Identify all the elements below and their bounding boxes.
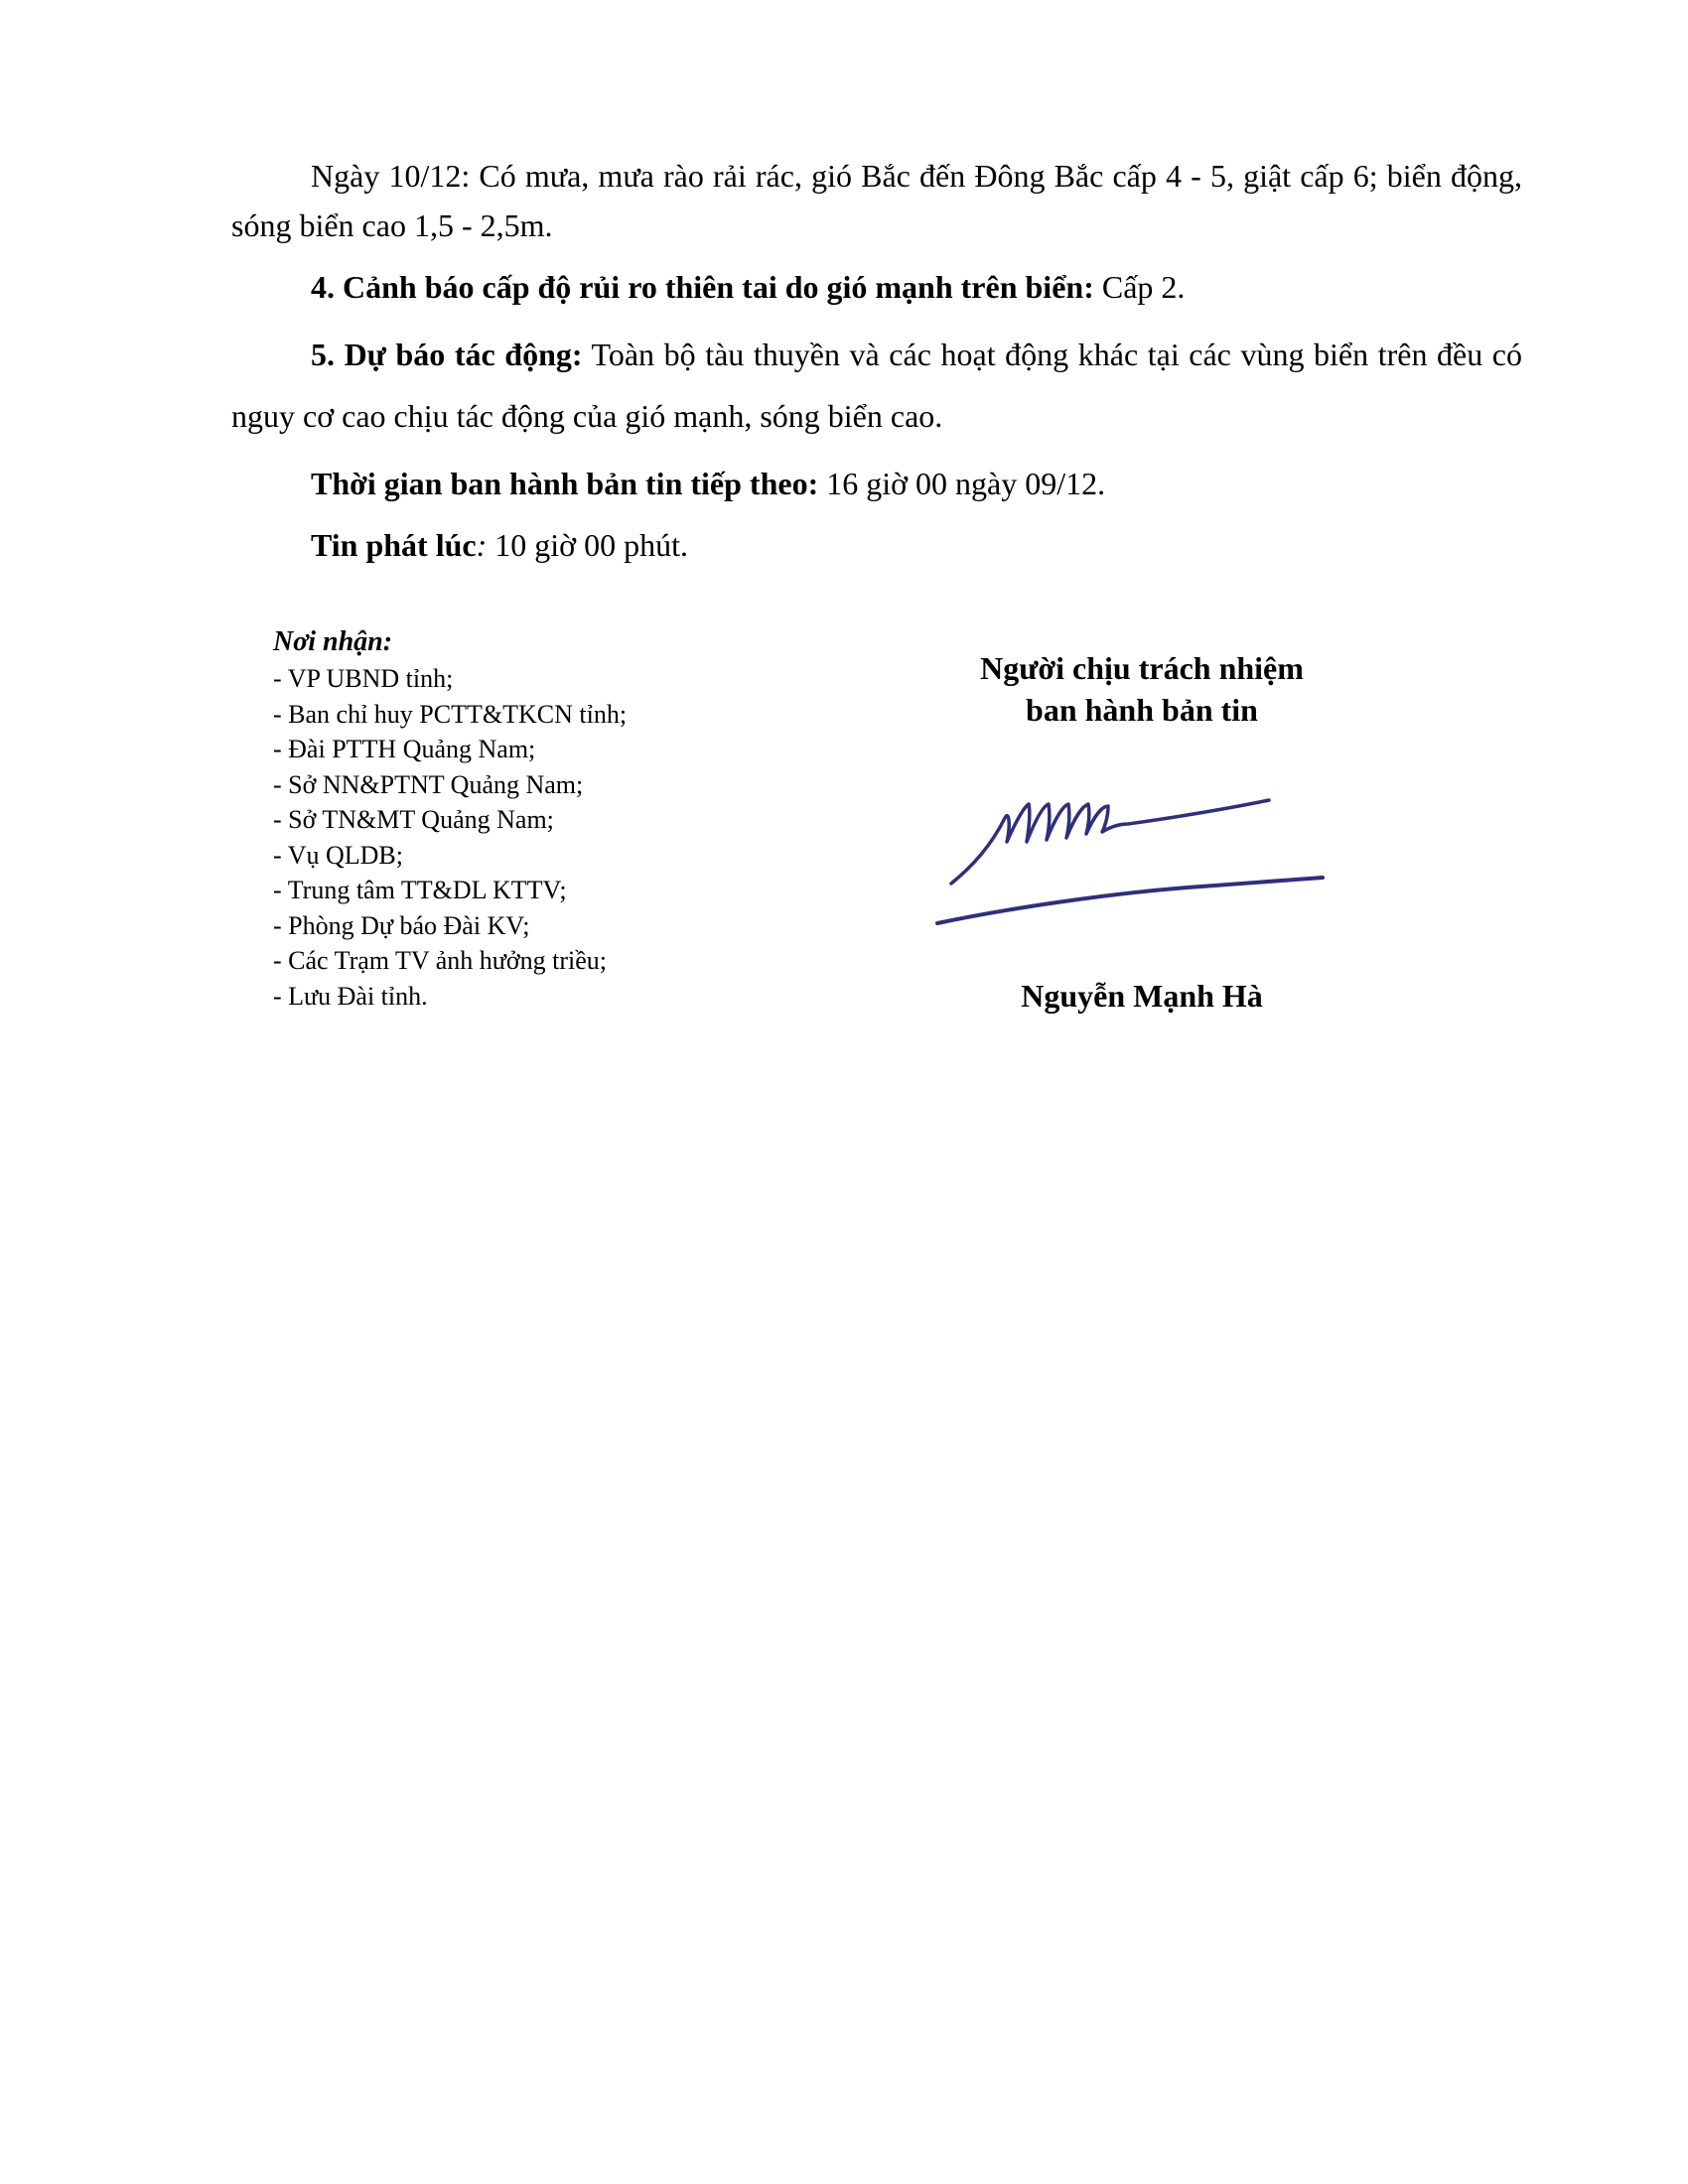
recipient-item: - Ban chỉ huy PCTT&TKCN tỉnh; (273, 699, 628, 729)
recipient-item: - Vụ QLDB; (273, 840, 403, 870)
next-bulletin-label: Thời gian ban hành bản tin tiếp theo: (311, 466, 819, 501)
recipient-item: - Phòng Dự báo Đài KV; (273, 910, 530, 940)
issued-at-paragraph (231, 520, 1522, 570)
next-bulletin-value: 16 giờ 00 ngày 09/12. (818, 466, 1106, 501)
recipient-item: - Trung tâm TT&DL KTTV; (273, 876, 567, 904)
signatory-title-line-1: Người chịu trách nhiệm (980, 650, 1304, 686)
impact-forecast-paragraph (231, 324, 1522, 447)
recipient-item: - Sở TN&MT Quảng Nam; (273, 805, 554, 834)
recipient-item: - Các Trạm TV ảnh hưởng triều; (273, 946, 607, 975)
recipient-item: - Sở NN&PTNT Quảng Nam; (273, 769, 584, 799)
recipients-heading: Nơi nhận: (273, 626, 393, 657)
recipient-item: - Lưu Đài tỉnh. (273, 981, 428, 1011)
recipient-item: - VP UBND tỉnh; (273, 664, 454, 693)
recipient-item: - Đài PTTH Quảng Nam; (273, 735, 536, 763)
risk-level-label: 4. Cảnh báo cấp độ rủi ro thiên tai do gió mạnh trên biển: (311, 269, 1094, 305)
issued-at-colon: : (476, 527, 488, 563)
impact-forecast-value: Toàn bộ tàu thuyền và các hoạt động khác tại các vùng biển trên đều có nguy cơ cao chịu tác động của gió mạnh, sóng biển cao. (231, 337, 1523, 434)
risk-level-value: Cấp 2. (1093, 269, 1186, 305)
forecast-body (231, 151, 1522, 570)
issued-at-value: 10 giờ 00 phút. (487, 527, 688, 563)
next-bulletin-paragraph (231, 459, 1522, 508)
risk-level-paragraph (231, 262, 1522, 312)
signatory-title-line-2: ban hành bản tin (1026, 692, 1258, 728)
forecast-day-paragraph (231, 151, 1522, 250)
signer-name: Nguyễn Mạnh Hà (1021, 978, 1263, 1014)
forecast-day-text: Ngày 10/12: Có mưa, mưa rào rải rác, gió Bắc đến Đông Bắc cấp 4 - 5, giật cấp 6; biển động, sóng biển cao 1,5 - 2,5m. (231, 158, 1522, 243)
recipients-list (273, 661, 789, 1014)
recipients-block (273, 623, 789, 1014)
impact-forecast-label: 5. Dự báo tác động: (311, 337, 583, 372)
signatory-title (874, 647, 1410, 731)
handwritten-signature (933, 774, 1350, 943)
issued-at-label: Tin phát lúc (311, 527, 477, 563)
